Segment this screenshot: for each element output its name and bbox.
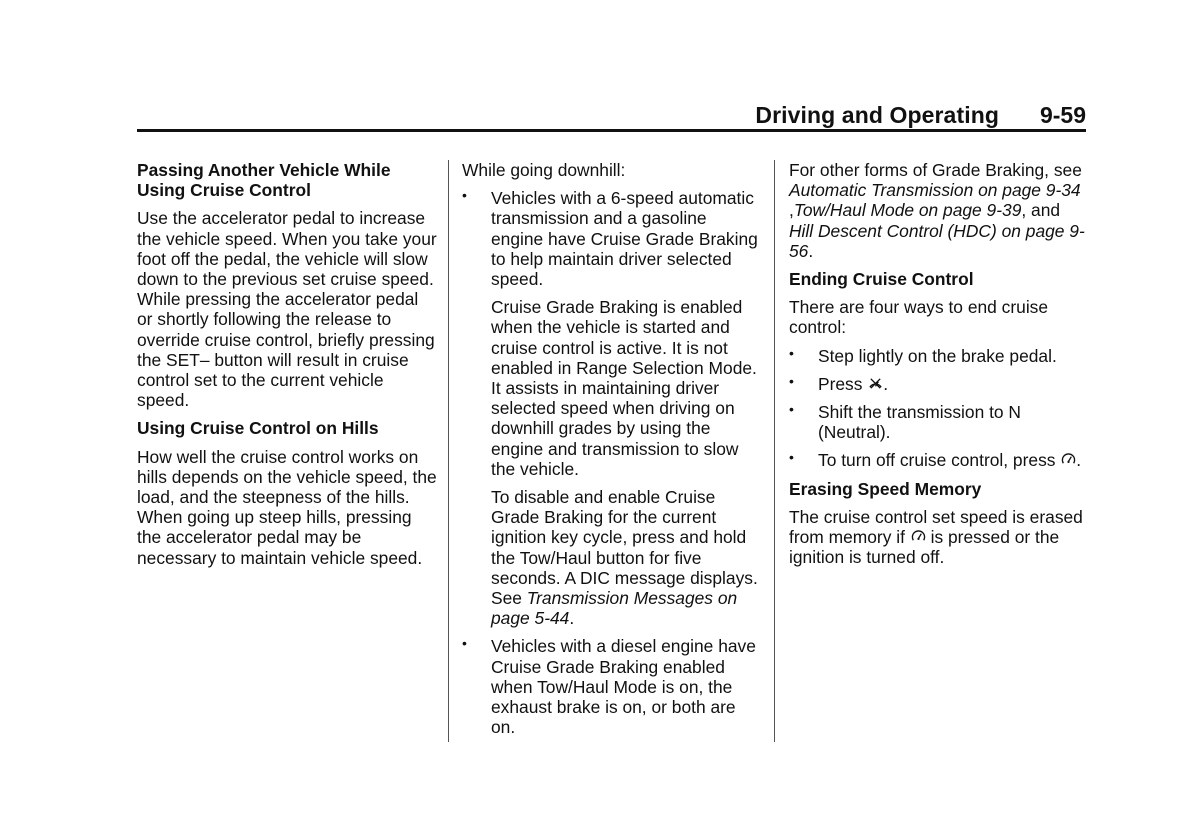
text: .: [569, 608, 575, 629]
list-item-text: Step lightly on the brake pedal.: [818, 345, 1057, 366]
text: , and: [1021, 200, 1061, 221]
bullet: •: [462, 187, 467, 204]
text: For other forms of Grade Braking, see: [789, 160, 1082, 180]
list-item: [462, 188, 762, 289]
list-item: [789, 374, 1089, 394]
cross-reference-link[interactable]: Automatic Transmission on page 9-34: [789, 180, 1081, 201]
page-header: [137, 100, 1086, 130]
paragraph: While going downhill:: [462, 160, 626, 180]
text: Press: [818, 373, 868, 394]
column-right: [789, 160, 1089, 575]
heading-erasing-memory: Erasing Speed Memory: [789, 478, 982, 499]
header-rule: [137, 129, 1086, 132]
bullet: •: [789, 449, 794, 466]
paragraph: [789, 507, 1089, 568]
bullet: •: [789, 401, 794, 418]
bullet: •: [462, 635, 467, 652]
paragraph: Cruise Grade Braking is enabled when the vehicle is started and cruise control is active. It is not enabled in Range Selection Mode. It assists in maintaining driver selected speed when driving on downhill grades by using the engine and transmission to slow the vehicle.: [491, 297, 757, 479]
heading-hills: Using Cruise Control on Hills: [137, 418, 379, 439]
cross-reference-link[interactable]: Transmission Messages on page 5-44: [491, 588, 738, 629]
text: ,: [789, 200, 794, 221]
cross-reference-link[interactable]: Tow/Haul Mode on page 9-39: [793, 200, 1022, 221]
list-item-text: Vehicles with a 6-speed automatic transmission and a gasoline engine have Cruise Grade Braking to help maintain driver selected speed.: [491, 188, 758, 290]
column-middle: [462, 160, 762, 745]
text: .: [1076, 450, 1082, 471]
text: To disable and enable Cruise Grade Braking for the current ignition key cycle, press and hold the Tow/Haul button for five seconds. A DIC message displays. See: [491, 487, 758, 609]
list-item: [789, 402, 1089, 442]
heading-ending-cruise: Ending Cruise Control: [789, 269, 974, 290]
cancel-cruise-icon: [868, 376, 883, 391]
text: To turn off cruise control, press: [818, 450, 1061, 471]
text: .: [883, 373, 889, 394]
list-item: [462, 636, 762, 737]
list-item-text: Shift the transmission to N (Neutral).: [818, 402, 1021, 443]
paragraph: Use the accelerator pedal to increase the vehicle speed. When you take your foot off the pedal, the vehicle will slow down to the previous set cruise speed. While pressing the accelerator pedal or shortly following the release to override cruise control, briefly pressing the SET– button will result in cruise control set to the current vehicle speed.: [137, 208, 437, 411]
list-item-text: Vehicles with a diesel engine have Cruise Grade Braking enabled when Tow/Haul Mode is on, the exhaust brake is on, or both are on.: [491, 636, 756, 738]
bullet: •: [789, 372, 794, 389]
text: The cruise control set speed is erased from memory if: [789, 506, 1083, 548]
bullet: •: [789, 344, 794, 361]
column-divider: [774, 160, 775, 742]
cruise-onoff-icon: [911, 529, 926, 544]
list-item: [789, 346, 1089, 366]
page-number: 9-59: [1039, 102, 1086, 128]
column-left: [137, 160, 437, 576]
column-divider: [448, 160, 449, 742]
paragraph: [462, 487, 762, 628]
cruise-onoff-icon: [1061, 452, 1076, 467]
section-title: Driving and Operating: [755, 102, 999, 128]
cross-reference-link[interactable]: Hill Descent Control (HDC) on page 9-56: [789, 220, 1085, 261]
heading-passing-vehicle: Passing Another Vehicle While Using Cruise Control: [137, 160, 391, 201]
paragraph: [789, 160, 1089, 261]
paragraph: How well the cruise control works on hills depends on the vehicle speed, the load, and the steepness of the hills. When going up steep hills, pressing the accelerator pedal may be necessary to maintain vehicle speed.: [137, 446, 437, 568]
text: .: [808, 240, 814, 261]
text: is pressed or the ignition is turned off.: [789, 527, 1060, 568]
paragraph: There are four ways to end cruise control:: [789, 297, 1049, 338]
list-item: [789, 450, 1089, 470]
